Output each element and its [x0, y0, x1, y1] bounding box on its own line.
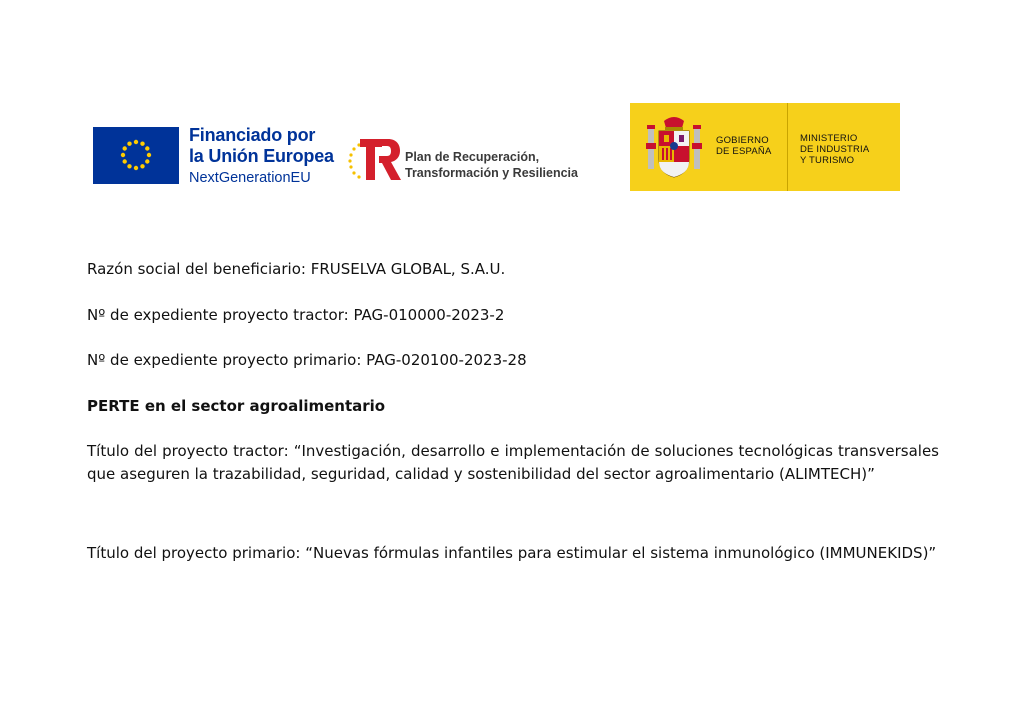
recovery-plan-line1: Plan de Recuperación, [405, 150, 540, 164]
government-logo [630, 103, 900, 191]
government-line2: DE ESPAÑA [716, 145, 772, 157]
primary-project-title: Título del proyecto primario: “Nuevas fórmulas infantiles para estimular el sistema inmunológico (IMMUNEKIDS)” [87, 544, 937, 562]
tractor-project-title: Título del proyecto tractor: “Investigación, desarrollo e implementación de soluciones tecnológicas transversales que aseguren la trazabilidad, seguridad, calidad y sostenibilidad del sector agroalimentario (ALIMTECH)” [87, 442, 939, 483]
ministry-line1: MINISTERIO [800, 133, 858, 144]
coat-of-arms-icon [645, 115, 703, 179]
recovery-plan-line2: Transformación y Resiliencia [405, 165, 578, 180]
ministry-line2: DE INDUSTRIA [800, 143, 870, 155]
eu-funding-text [189, 126, 334, 186]
government-line1: GOBIERNO [716, 135, 769, 146]
eu-flag-logo [93, 127, 179, 184]
eu-funding-line2: la Unión Europea [189, 146, 334, 166]
eu-funding-line3: NextGenerationEU [189, 170, 311, 186]
government-divider [787, 103, 788, 191]
recovery-plan-logo-icon [346, 136, 402, 182]
beneficiary-line: Razón social del beneficiario: FRUSELVA GLOBAL, S.A.U. [87, 260, 506, 278]
government-of-spain-text [716, 136, 771, 158]
ministry-text [800, 134, 869, 167]
tractor-file-number: Nº de expediente proyecto tractor: PAG-010000-2023-2 [87, 306, 505, 324]
perte-heading: PERTE en el sector agroalimentario [87, 397, 386, 415]
recovery-plan-text [405, 150, 578, 181]
logo-banner [0, 0, 1024, 200]
ministry-line3: Y TURISMO [800, 154, 855, 166]
eu-funding-line1: Financiado por [189, 125, 316, 145]
primary-file-number: Nº de expediente proyecto primario: PAG-020100-2023-28 [87, 351, 527, 369]
eu-stars-icon [93, 127, 179, 184]
